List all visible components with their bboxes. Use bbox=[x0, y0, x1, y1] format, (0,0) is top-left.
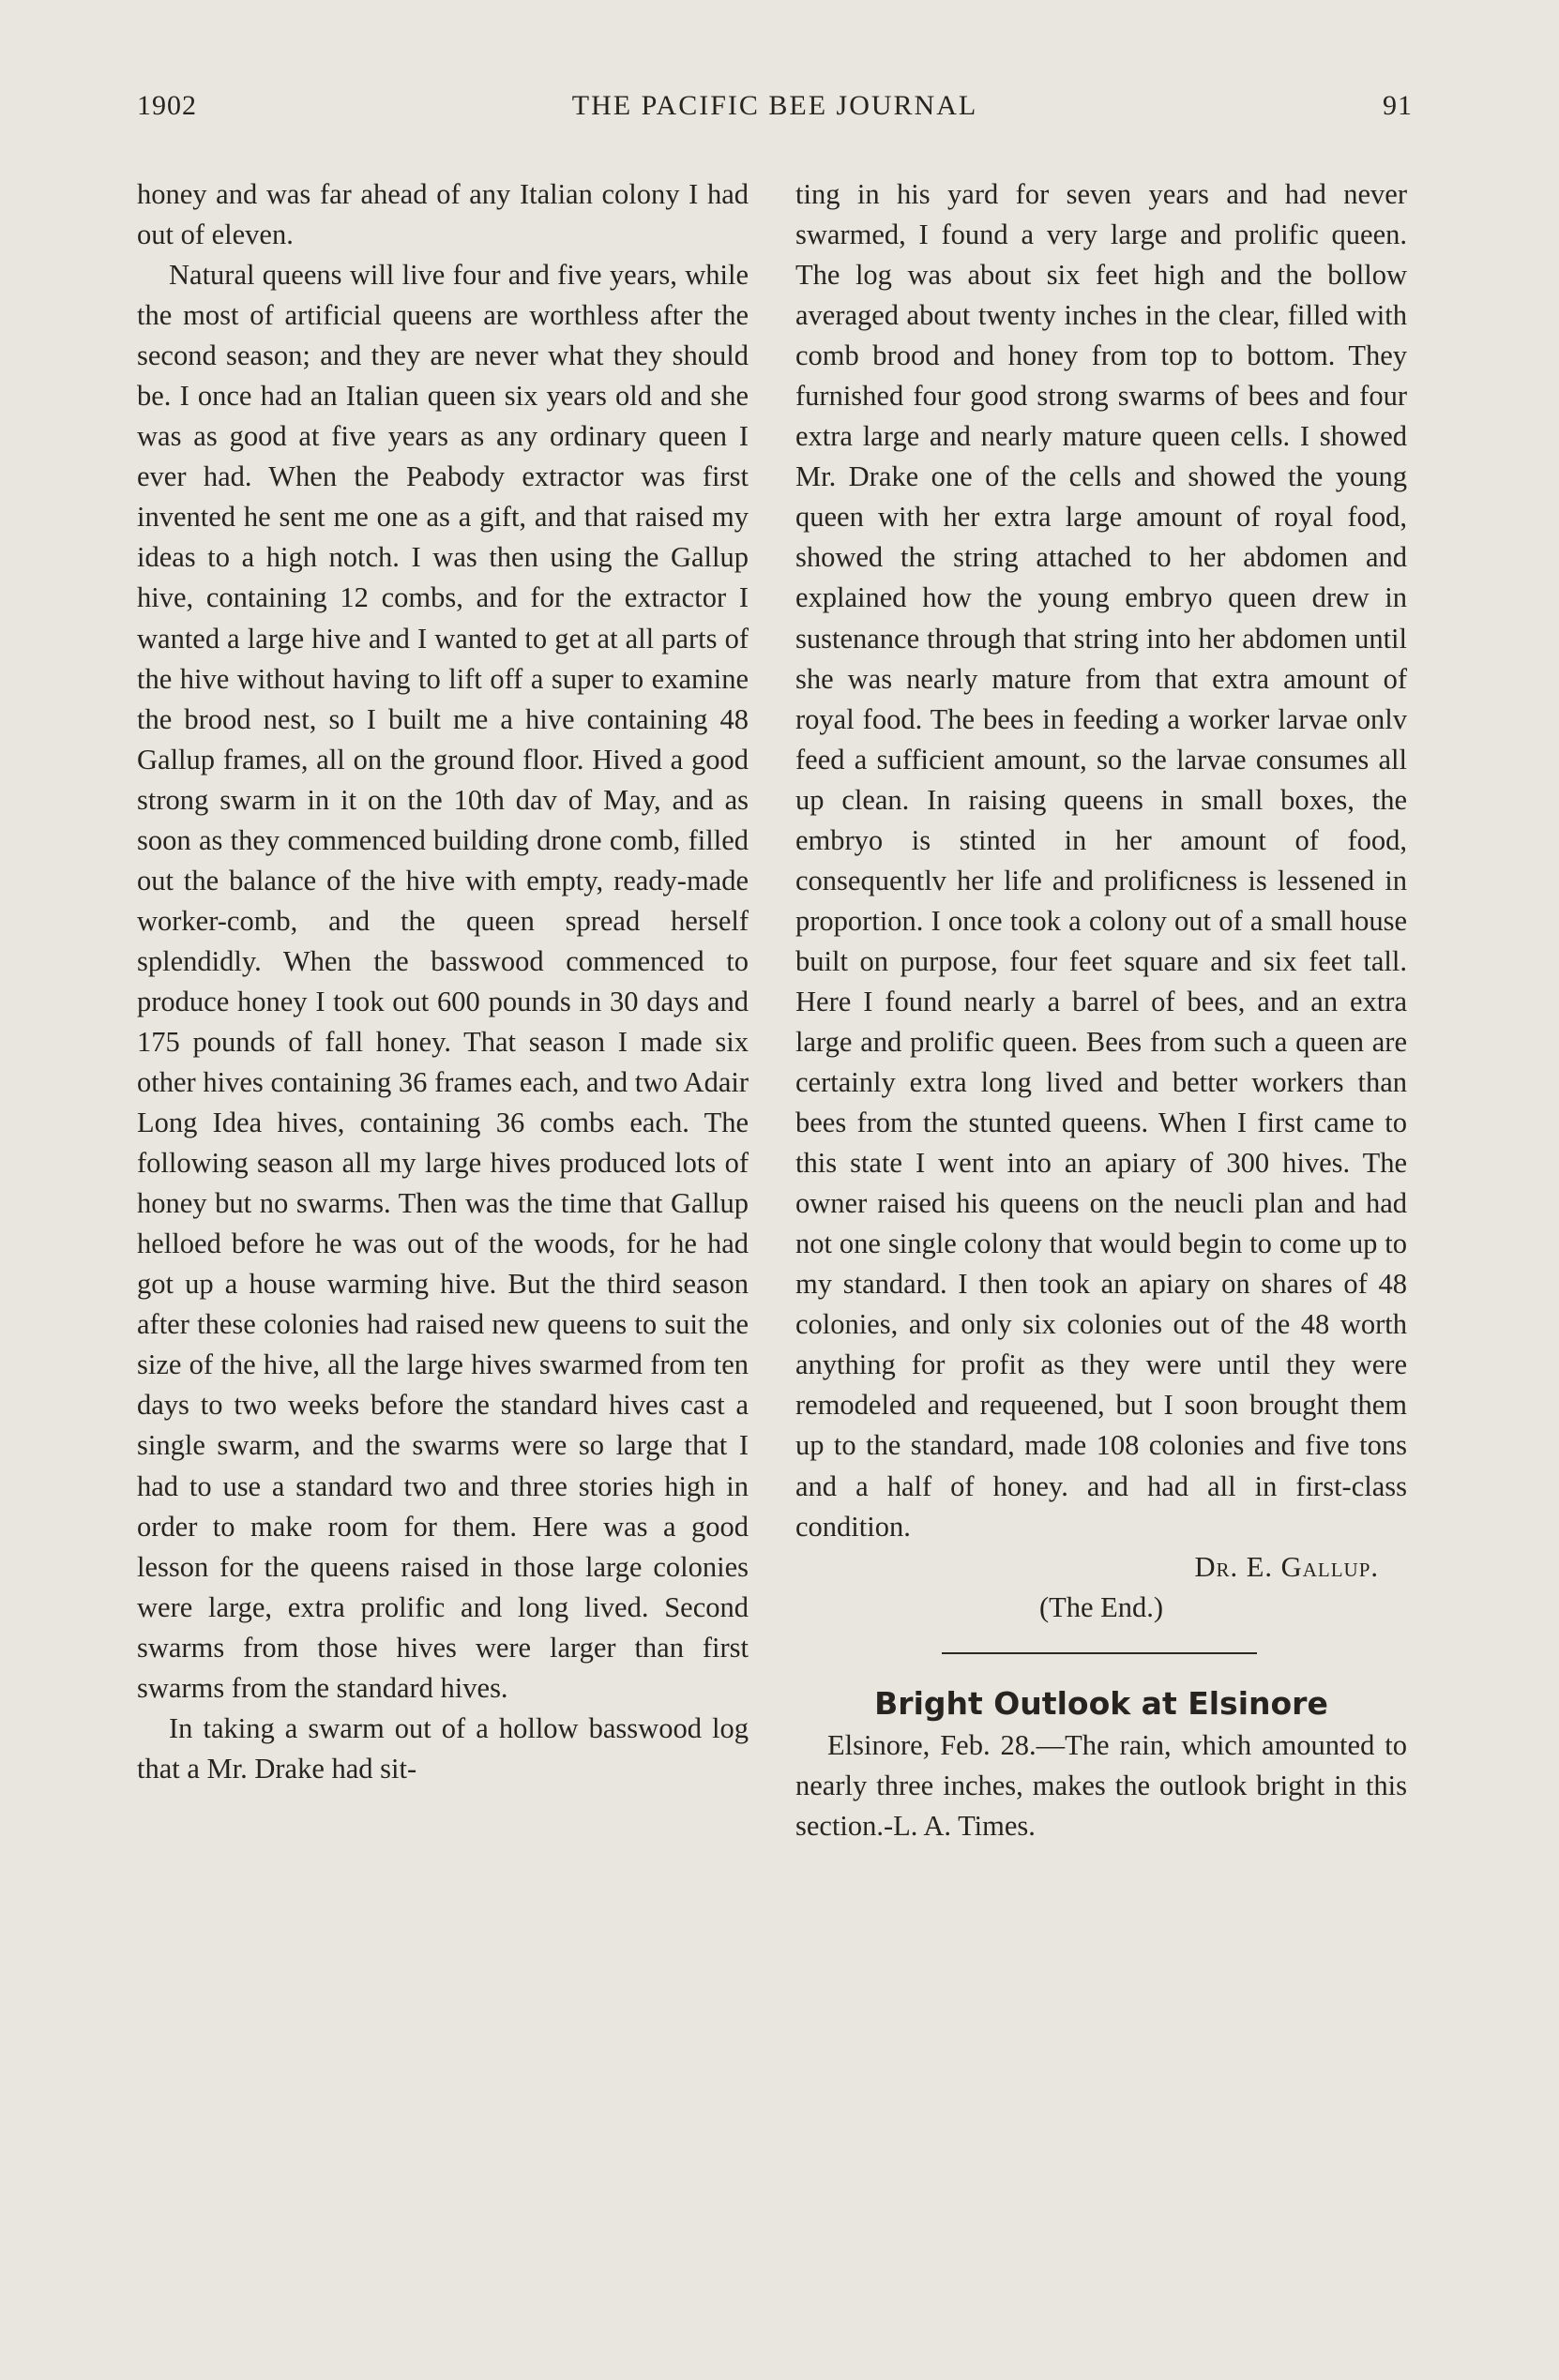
paragraph-continued: honey and was far ahead of any Italian colony I had out of eleven. bbox=[137, 178, 749, 251]
paragraph-drake-queen: ting in his yard for seven years and had never swarmed, I found a very large and prolific queen. The log was about six feet high and the bollow averaged about twenty inches in the clear, filled with comb brood and honey from top to bottom. They furnished four good strong swarms of bees and four extra large and nearly mature queen cells. I showed Mr. Drake one of the cells and showed the young queen with her extra large amount of royal food, showed the string attached to her abdomen and explained how the young embryo queen drew in sustenance through that string into her abdomen until she was nearly mature from that extra amount of royal food. The bees in feeding a worker larvae onlv feed a sufficient amount, so the larvae consumes all up clean. In raising queens in small boxes, the embryo is stinted in her amount of food, consequentlv her life and prolificness is lessened in proportion. I once took a colony out of a small house built on purpose, four feet square and six feet tall. Here I found nearly a barrel of bees, and an extra large and prolific queen. Bees from such a queen are certainly extra long lived and better workers than bees from the stunted queens. When I first came to this state I went into an apiary of 300 hives. The owner raised his queens on the neucli plan and had not one single colony that would begin to come up to my standard. I then took an apiary on shares of 48 colonies, and only six colonies out of the 48 worth anything for profit as they were until they were remodeled and requeened, but I soon brought them up to the standard, made 108 colonies and five tons and a half of honey. and had all in first-class condition. bbox=[795, 178, 1407, 1543]
header-year: 1902 bbox=[137, 90, 197, 121]
left-column bbox=[137, 174, 749, 1789]
journal-title: THE PACIFIC BEE JOURNAL bbox=[571, 90, 978, 121]
paragraph-hollow-log: In taking a swarm out of a hollow basswood log that a Mr. Drake had sit- bbox=[137, 1711, 749, 1785]
page-header bbox=[137, 90, 1413, 131]
article-text: Elsinore, Feb. 28.—The rain, which amounted to nearly three inches, makes the outlook bright in this section.-L. A. Times. bbox=[795, 1728, 1407, 1842]
end-note: (The End.) bbox=[1038, 1590, 1164, 1623]
paragraph-natural-queens: Natural queens will live four and five years, while the most of artificial queens are worthless after the second season; and they are never what they should be. I once had an Italian queen six years old and she was as good at five years as any ordinary queen I ever had. When the Peabody extractor was first invented he sent me one as a gift, and that raised my ideas to a high notch. I was then using the Gallup hive, containing 12 combs, and for the extractor I wanted a large hive and I wanted to get at all parts of the hive without having to lift off a super to examine the brood nest, so I built me a hive containing 48 Gallup frames, all on the ground floor. Hived a good strong swarm in it on the 10th dav of May, and as soon as they commenced building drone comb, filled out the balance of the hive with empty, ready-made worker-comb, and the queen spread herself splendidly. When the basswood commenced to produce honey I took out 600 pounds in 30 days and 175 pounds of fall honey. That season I made six other hives containing 36 frames each, and two Adair Long Idea hives, containing 36 combs each. The following season all my large hives produced lots of honey but no swarms. Then was the time that Gallup helloed before he was out of the woods, for he had got up a house warming hive. But the third season after these colonies had raised new queens to suit the size of the hive, all the large hives swarmed from ten days to two weeks before the standard hives cast a single swarm, and the swarms were so large that I had to use a standard two and three stories high in order to make room for them. Here was a good lesson for the queens raised in those large colonies were large, extra prolific and long lived. Second swarms from those hives were larger than first swarms from the standard hives. bbox=[137, 259, 749, 1704]
article-heading: Bright Outlook at Elsinore bbox=[874, 1684, 1328, 1722]
right-column bbox=[795, 174, 1407, 1846]
section-divider bbox=[942, 1652, 1257, 1654]
page-number: 91 bbox=[1383, 90, 1413, 121]
author-signature: Dr. E. Gallup. bbox=[1194, 1550, 1379, 1583]
